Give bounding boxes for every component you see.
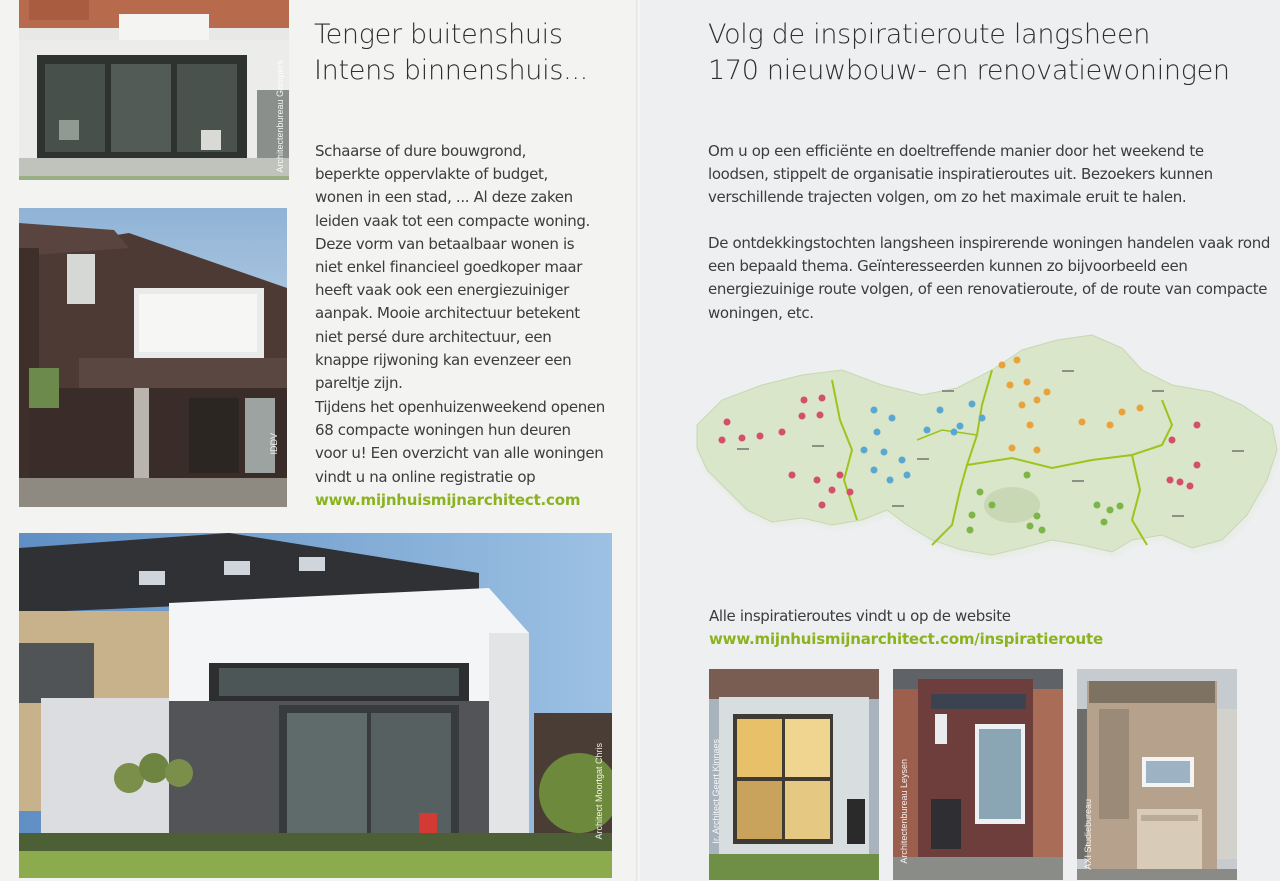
route-theme-paragraph: De ontdekkingstochten langsheen inspirerende woningen handelen vaak rond een bepaald thema. Geïnteresseerden kunnen zo bijvoorbeeld een energiezuinige route volgen, of een renovatieroute, of de route van compacte woningen, etc.	[708, 234, 1271, 322]
photo-credit: AXI Studiebureau	[1083, 799, 1093, 870]
photo-credit: Architect Moortgat Chris	[594, 743, 604, 840]
right-page	[640, 0, 1280, 881]
routes-text: Alle inspiratieroutes vindt u op de website	[709, 607, 1011, 625]
photo-dark-house	[19, 208, 287, 507]
routes-block	[709, 605, 1249, 651]
website-link[interactable]: www.mijnhuismijnarchitect.com	[315, 490, 581, 509]
intro-paragraph: Schaarse of dure bouwgrond, beperkte oppervlakte of budget, wonen in een stad, ... Al deze zaken leiden vaak tot een compacte woning. Deze vorm van betaalbaar wonen is niet enkel financieel goedkoper maar heeft vaak ook een energiezuiniger aanpak. Mooie architectuur betekent niet persé dure architectuur, een knappe rijwoning kan evenzeer een pareltje zijn.	[315, 142, 590, 393]
right-page-heading	[708, 17, 1268, 89]
heading-line-2: Intens binnenshuis...	[314, 55, 588, 86]
photo-white-house	[19, 0, 289, 180]
left-page	[0, 0, 638, 881]
photo-credit: Architectenbureau Leysen	[899, 759, 909, 864]
flanders-route-map	[692, 330, 1280, 560]
heading-line-1: Tenger buitenshuis	[314, 19, 563, 50]
photo-credit: IDDV	[269, 433, 279, 455]
open-house-paragraph	[315, 396, 607, 512]
open-house-text: Tijdens het openhuizenweekend openen 68 compacte woningen hun deuren voor u! Een overzicht van alle woningen vindt u na online registratie op	[315, 398, 605, 486]
route-intro-paragraph: Om u op een efficiënte en doeltreffende manier door het weekend te loodsen, stippelt de organisatie inspiratieroutes uit. Bezoekers kunnen verschillende trajecten volgen, om zo het maximale eruit te halen.	[708, 142, 1213, 207]
heading-line-1: Volg de inspiratieroute langsheen	[708, 19, 1151, 50]
photo-lit-facade	[709, 669, 879, 880]
left-page-heading	[314, 17, 624, 89]
photo-credit: Architectenbureau Gompers	[275, 60, 285, 173]
heading-line-2: 170 nieuwbouw- en renovatiewoningen	[708, 55, 1230, 86]
routes-link[interactable]: www.mijnhuismijnarchitect.com/inspiratieroute	[709, 630, 1103, 649]
photo-narrow-facade	[1077, 669, 1237, 880]
photo-large-house	[19, 533, 612, 878]
photo-brick-facade	[893, 669, 1063, 880]
photo-credit: Ir. Architect Geert Kinnaes	[711, 739, 721, 844]
